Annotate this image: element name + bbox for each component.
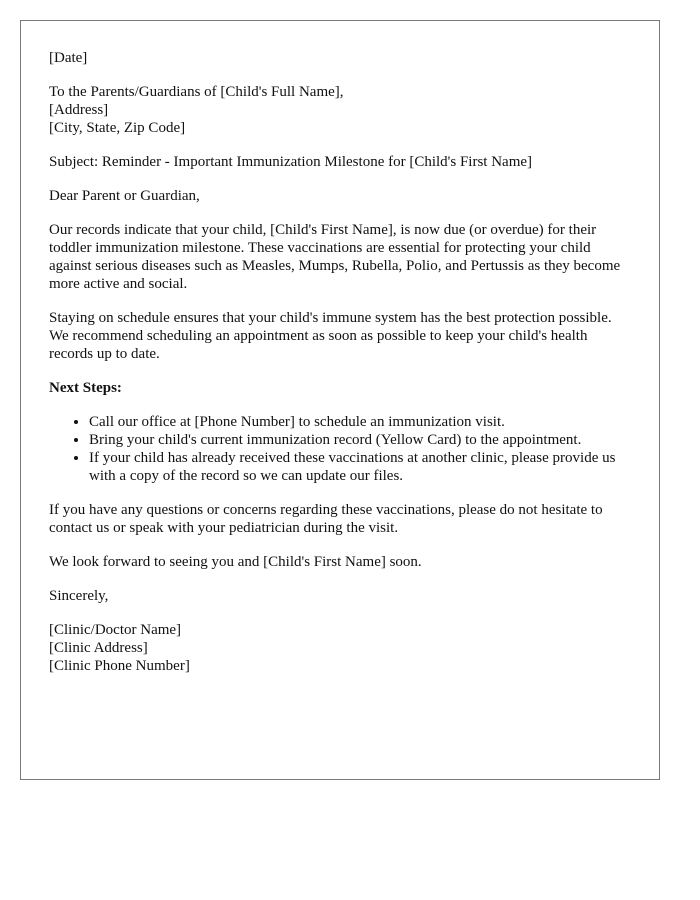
signature-line-1: [Clinic/Doctor Name]	[49, 622, 182, 638]
next-steps-heading: Next Steps:	[49, 380, 122, 396]
body-paragraph-2: Staying on schedule ensures that your child's immune system has the best protection possible. We recommend scheduling an appointment as soon as possible to keep your child's health records up to date.	[49, 310, 612, 362]
body-paragraph-3: If you have any questions or concerns regarding these vaccinations, please do not hesitate to contact us or speak with your pediatrician during the visit.	[49, 502, 603, 536]
next-steps-list	[49, 413, 631, 485]
signature-line-3: [Clinic Phone Number]	[49, 658, 190, 674]
recipient-line-3: [City, State, Zip Code]	[49, 120, 186, 136]
body-paragraph-4: We look forward to seeing you and [Child's First Name] soon.	[49, 554, 422, 570]
recipient-block	[49, 83, 631, 137]
signature-block	[49, 621, 631, 675]
next-step-item: • If your child has already received these vaccinations at another clinic, please provide us with a copy of the record so we can update our files.	[89, 449, 631, 485]
recipient-line-2: [Address]	[49, 102, 109, 118]
letter-closing: Sincerely,	[49, 588, 109, 604]
letter-date: [Date]	[49, 50, 88, 66]
letter-salutation: Dear Parent or Guardian,	[49, 188, 200, 204]
next-step-item: • Bring your child's current immunization record (Yellow Card) to the appointment.	[89, 431, 631, 449]
letter-page	[20, 20, 660, 780]
body-paragraph-1: Our records indicate that your child, [Child's First Name], is now due (or overdue) for their toddler immunization milestone. These vaccinations are essential for protecting your child against serious diseases such as Measles, Mumps, Rubella, Polio, and Pertussis as they become more active and social.	[49, 222, 621, 292]
recipient-line-1: To the Parents/Guardians of [Child's Full Name],	[49, 84, 344, 100]
next-step-item: • Call our office at [Phone Number] to schedule an immunization visit.	[89, 413, 631, 431]
signature-line-2: [Clinic Address]	[49, 640, 148, 656]
letter-subject: Subject: Reminder - Important Immunization Milestone for [Child's First Name]	[49, 154, 533, 170]
